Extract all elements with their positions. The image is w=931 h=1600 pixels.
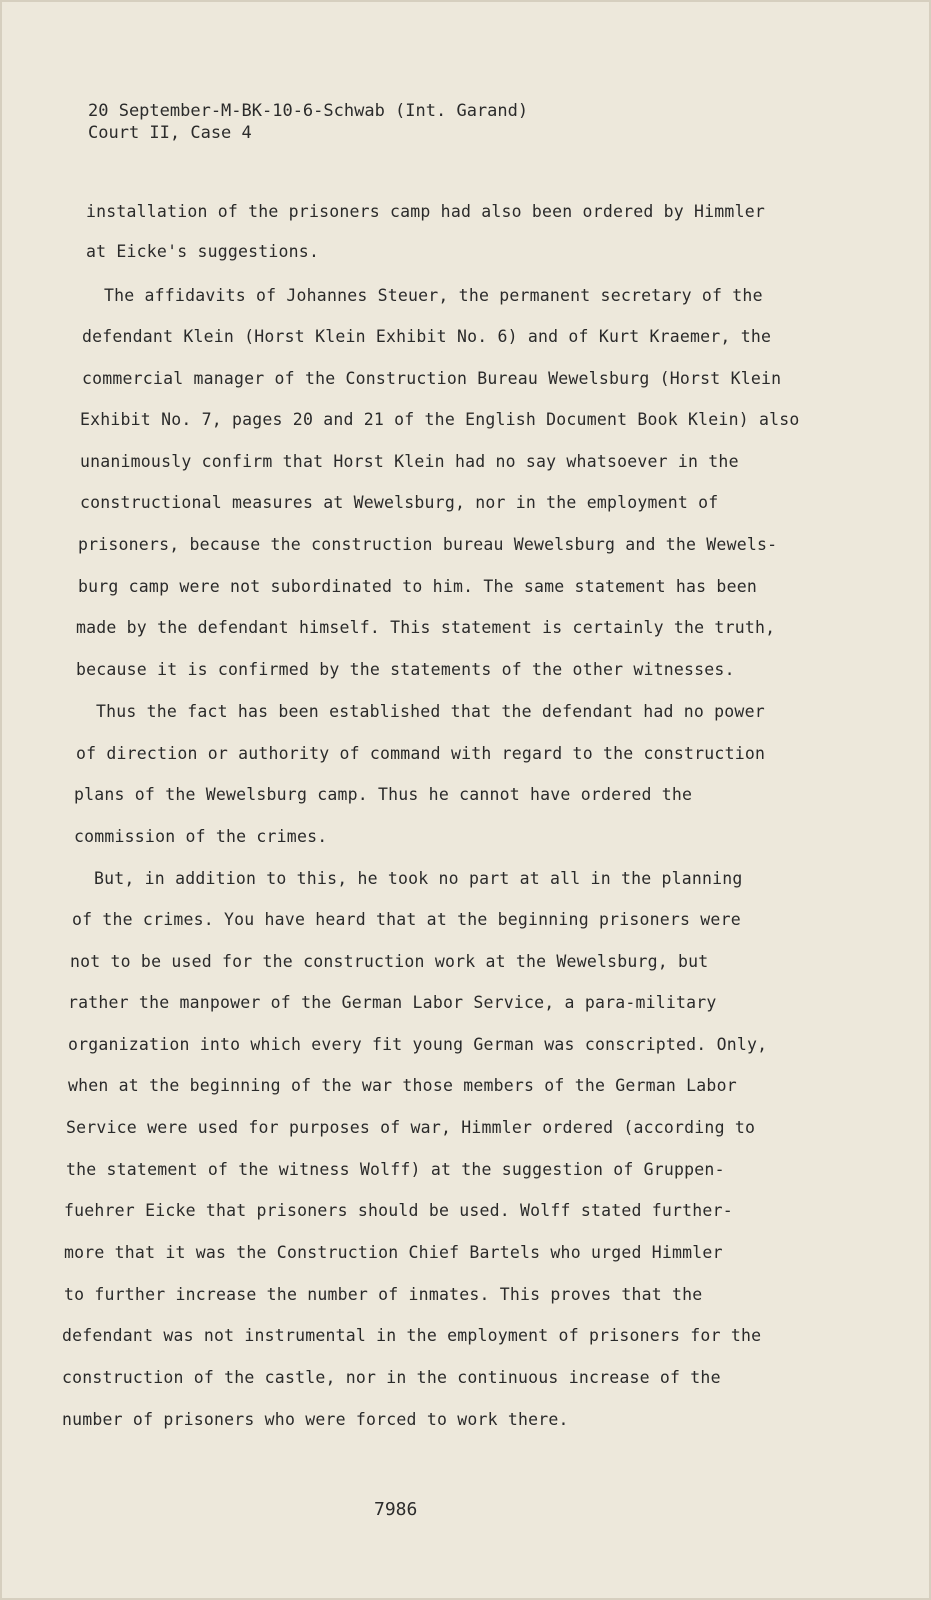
document-header xyxy=(88,100,528,144)
text-line: fuehrer Eicke that prisoners should be used. Wolff stated further- xyxy=(64,1201,733,1220)
text-line: the statement of the witness Wolff) at the suggestion of Gruppen- xyxy=(66,1160,725,1179)
header-session-line: 20 September-M-BK-10-6-Schwab (Int. Garand) xyxy=(88,101,529,121)
text-line: prisoners, because the construction bureau Wewelsburg and the Wewels- xyxy=(78,535,778,554)
text-line: not to be used for the construction work at the Wewelsburg, but xyxy=(70,952,709,971)
text-line: defendant was not instrumental in the employment of prisoners for the xyxy=(62,1326,762,1345)
text-line: Exhibit No. 7, pages 20 and 21 of the English Document Book Klein) also xyxy=(80,410,800,429)
text-line: Service were used for purposes of war, Himmler ordered (according to xyxy=(66,1118,756,1137)
text-line: construction of the castle, nor in the continuous increase of the xyxy=(62,1368,721,1387)
text-line: burg camp were not subordinated to him. The same statement has been xyxy=(78,577,757,596)
text-line: commission of the crimes. xyxy=(74,827,328,846)
text-line: rather the manpower of the German Labor Service, a para-military xyxy=(68,993,717,1012)
text-line: The affidavits of Johannes Steuer, the permanent secretary of the xyxy=(104,286,763,305)
text-line: more that it was the Construction Chief Bartels who urged Himmler xyxy=(64,1243,723,1262)
text-line: organization into which every fit young German was conscripted. Only, xyxy=(68,1035,768,1054)
page-number: 7986 xyxy=(374,1499,418,1520)
text-line: But, in addition to this, he took no part at all in the planning xyxy=(94,869,743,888)
text-line: Thus the fact has been established that the defendant had no power xyxy=(96,702,765,721)
text-line: to further increase the number of inmates. This proves that the xyxy=(64,1285,703,1304)
header-court-line: Court II, Case 4 xyxy=(88,123,252,143)
text-line: when at the beginning of the war those members of the German Labor xyxy=(68,1076,737,1095)
text-line: installation of the prisoners camp had also been ordered by Himmler xyxy=(86,202,765,221)
text-line: commercial manager of the Construction Bureau Wewelsburg (Horst Klein xyxy=(82,369,782,388)
text-line: of direction or authority of command with regard to the construction xyxy=(76,744,766,763)
text-line: constructional measures at Wewelsburg, nor in the employment of xyxy=(80,493,719,512)
text-line: number of prisoners who were forced to work there. xyxy=(62,1410,569,1429)
text-line: unanimously confirm that Horst Klein had no say whatsoever in the xyxy=(80,452,739,471)
text-line: plans of the Wewelsburg camp. Thus he cannot have ordered the xyxy=(74,785,693,804)
text-line: made by the defendant himself. This statement is certainly the truth, xyxy=(76,618,776,637)
text-line: at Eicke's suggestions. xyxy=(86,242,320,261)
text-line: of the crimes. You have heard that at the beginning prisoners were xyxy=(72,910,741,929)
text-line: because it is confirmed by the statements of the other witnesses. xyxy=(76,660,735,679)
text-line: defendant Klein (Horst Klein Exhibit No. 6) and of Kurt Kraemer, the xyxy=(82,327,772,346)
